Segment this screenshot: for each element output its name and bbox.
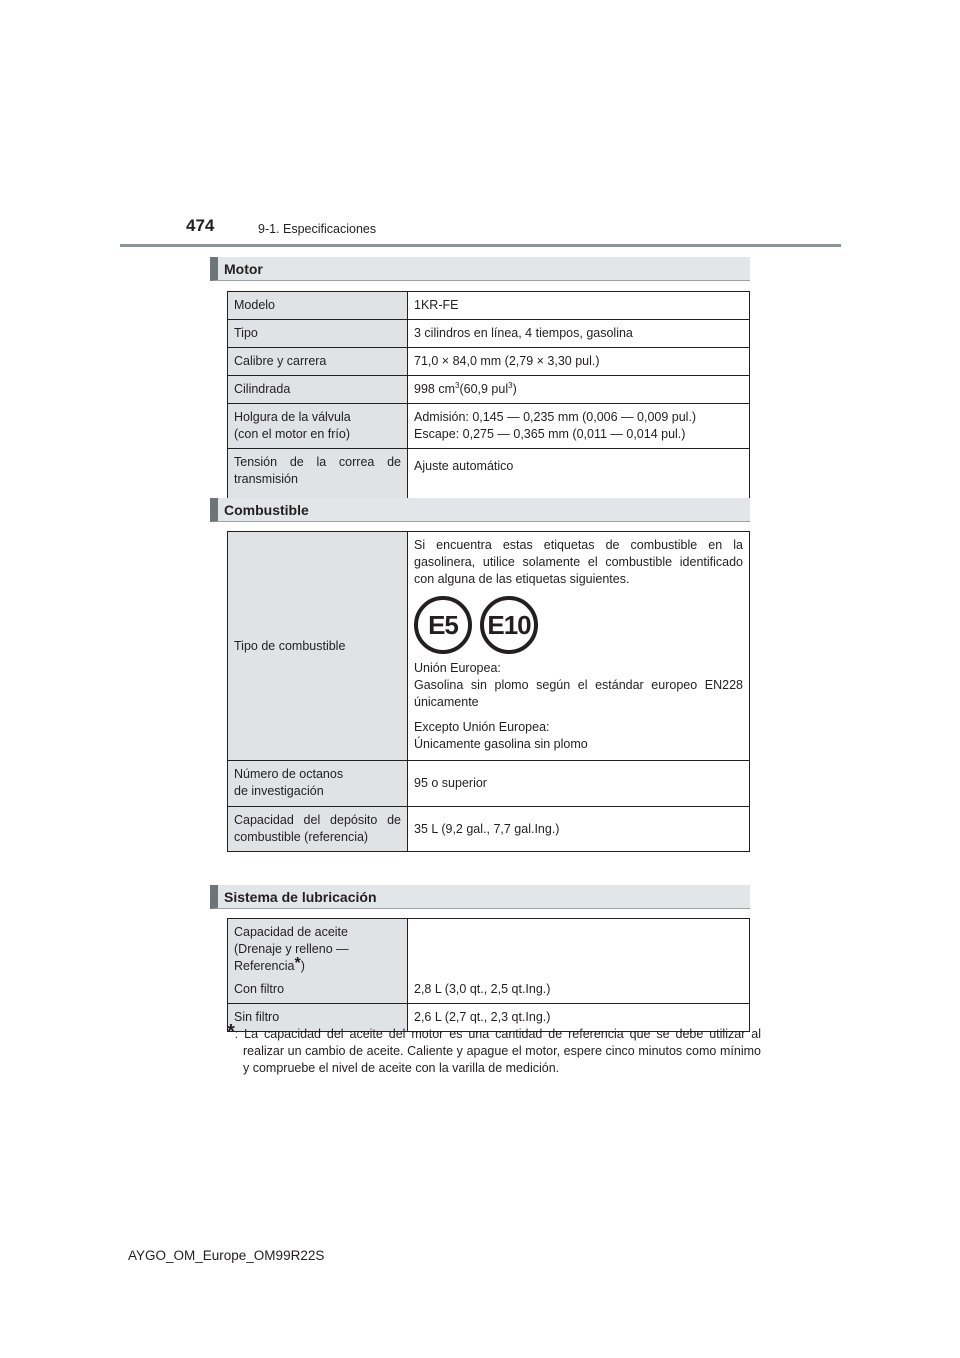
- section-heading-combustible: [210, 498, 750, 522]
- row-label: Sin filtro: [228, 1004, 408, 1032]
- table-row: [228, 807, 750, 852]
- e5-fuel-icon: E5: [414, 596, 472, 654]
- row-value: Ajuste automático: [408, 449, 750, 499]
- row-value: 2,8 L (3,0 qt., 2,5 qt.Ing.): [408, 919, 750, 1004]
- fuel-labels: [414, 596, 743, 654]
- table-row: [228, 320, 750, 348]
- row-value: 71,0 × 84,0 mm (2,79 × 3,30 pul.): [408, 348, 750, 376]
- row-label: Número de octanos de investigación: [228, 761, 408, 807]
- row-value: 2,6 L (2,7 qt., 2,3 qt.Ing.): [408, 1004, 750, 1032]
- row-value: 35 L (9,2 gal., 7,7 gal.Ing.): [408, 807, 750, 852]
- row-label: Tipo: [228, 320, 408, 348]
- lubrication-table: [227, 918, 750, 1032]
- row-label: Con filtro: [228, 977, 408, 1004]
- table-row: [228, 449, 750, 499]
- page-number: 474: [186, 216, 215, 235]
- document-code: AYGO_OM_Europe_OM99R22S: [128, 1248, 325, 1263]
- row-label: Capacidad del depósito de combustible (referencia): [228, 807, 408, 852]
- row-value: 95 o superior: [408, 761, 750, 807]
- row-value: Admisión: 0,145 — 0,235 mm (0,006 — 0,009 pul.) Escape: 0,275 — 0,365 mm (0,011 — 0,014 pul.): [408, 404, 750, 449]
- row-label: Tensión de la correa de transmisión: [228, 449, 408, 499]
- table-row: [228, 348, 750, 376]
- row-label: Modelo: [228, 292, 408, 320]
- row-label: Holgura de la válvula (con el motor en frío): [228, 404, 408, 449]
- eu-fuel-note: Unión Europea: Gasolina sin plomo según el estándar europeo EN228 únicamente: [414, 661, 743, 709]
- row-label: Cilindrada: [228, 376, 408, 404]
- motor-table: [227, 291, 750, 499]
- footnote: *: La capacidad del aceite del motor es una cantidad de referencia que se debe utilizar al realizar un cambio de aceite. Caliente y apague el motor, espere cinco minutos como mínimo y compruebe el nivel de aceite con la varilla de medición.: [227, 1021, 761, 1075]
- table-row: [228, 376, 750, 404]
- row-value: [408, 532, 750, 761]
- table-row: [228, 532, 750, 761]
- e10-fuel-icon: E10: [480, 596, 538, 654]
- section-heading-label: Sistema de lubricación: [224, 889, 377, 905]
- row-value: 998 $cm^3(60,9$ pul$^3$): [408, 376, 750, 404]
- row-label: Tipo de combustible: [228, 532, 408, 761]
- table-row: [228, 292, 750, 320]
- row-label: Calibre y carrera: [228, 348, 408, 376]
- fuel-table: [227, 531, 750, 852]
- section-title: 9-1. Especificaciones: [258, 222, 377, 236]
- section-heading-label: Combustible: [224, 502, 309, 518]
- table-row: [228, 404, 750, 449]
- section-heading-lubricacion: [210, 885, 750, 909]
- header-divider: [120, 244, 841, 247]
- section-heading-label: Motor: [224, 261, 263, 277]
- row-value: 1KR-FE: [408, 292, 750, 320]
- row-label: Capacidad de aceite (Drenaje y relleno — Referencia*): [228, 919, 408, 978]
- row-value: 3 cilindros en línea, 4 tiempos, gasolina: [408, 320, 750, 348]
- table-row: [228, 761, 750, 807]
- fuel-intro: Si encuentra estas etiquetas de combustible en la gasolinera, utilice solamente el combustible identificado con alguna de las etiquetas siguientes.: [414, 538, 743, 586]
- section-heading-motor: [210, 257, 750, 281]
- non-eu-fuel-note: Excepto Unión Europea: Únicamente gasolina sin plomo: [414, 720, 588, 751]
- table-row: [228, 919, 750, 978]
